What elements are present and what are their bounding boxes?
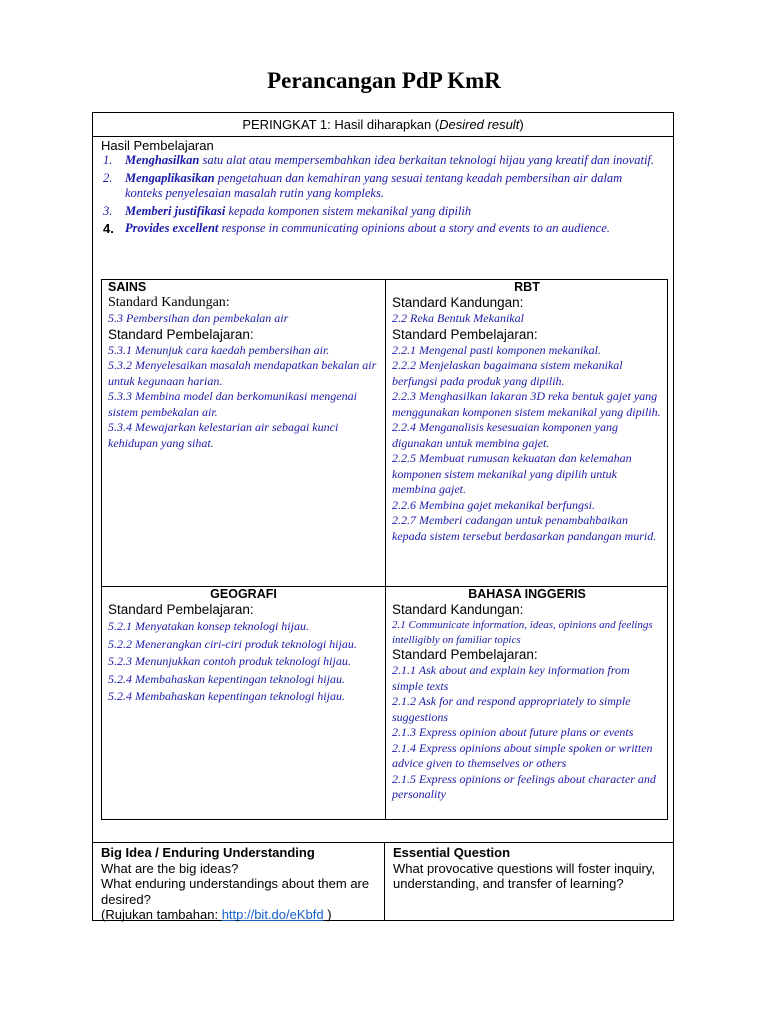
essential-question-text: What provocative questions will foster inquiry, understanding, and transfer of learning?	[393, 860, 656, 891]
outcome-item: 4. Provides excellent response in communicating opinions about a story and events to an audience.	[103, 221, 610, 236]
reference-line: (Rujukan tambahan: http://bit.do/eKbfd )	[101, 907, 332, 922]
essential-question-cell	[393, 845, 668, 892]
standard-item: 2.2.3 Menghasilkan lakaran 3D reka bentuk gajet yang menggunakan komponen sistem mekanikal yang dipilih.	[392, 389, 661, 419]
page-title: Perancangan PdP KmR	[267, 68, 501, 93]
big-idea-header: Big Idea / Enduring Understanding	[101, 845, 315, 860]
standard-item: 5.3.4 Mewajarkan kelestarian air sebagai kunci kehidupan yang sihat.	[108, 420, 339, 450]
outcome-item: 2. Mengaplikasikan pengetahuan dan kemahiran yang sesuai tentang keadah pembersihan air dalam konteks penyelesaian masalah rutin yang kompleks.	[103, 170, 623, 200]
row-divider	[384, 843, 385, 921]
content-standard-label: Standard Kandungan:	[108, 295, 230, 310]
bahasa-inggeris-header: BAHASA INGGERIS	[468, 587, 586, 601]
content-standard: 2.2 Reka Bentuk Mekanikal	[392, 311, 524, 325]
learning-standard-label: Standard Pembelajaran:	[392, 326, 538, 342]
learning-outcomes-title: Hasil Pembelajaran	[101, 138, 214, 153]
learning-standard-label: Standard Pembelajaran:	[392, 647, 538, 662]
content-standard: 2.1 Communicate information, ideas, opinions and feelings intelligibly on familiar topics	[392, 619, 653, 646]
essential-question-header: Essential Question	[393, 845, 511, 860]
standard-item: 2.1.5 Express opinions or feelings about character and personality	[392, 771, 656, 801]
learning-standard-label: Standard Pembelajaran:	[108, 602, 254, 617]
content-standard-label: Standard Kandungan:	[392, 295, 524, 310]
reference-link[interactable]: http://bit.do/eKbfd	[221, 907, 324, 922]
standard-item: 2.2.7 Memberi cadangan untuk penambahbaikan kepada sistem tersebut berdasarkan pandangan murid.	[392, 513, 657, 543]
learning-standard-label: Standard Pembelajaran:	[108, 326, 254, 342]
understanding-row	[93, 842, 673, 921]
standard-item: 5.3.2 Menyelesaikan masalah mendapatkan bekalan air untuk kegunaan harian.	[108, 358, 377, 388]
standard-item: 5.2.4 Membahaskan kepentingan teknologi hijau.	[108, 671, 345, 686]
standard-item: 2.1.4 Express opinions about simple spoken or written advice given to themselves or others	[392, 740, 653, 770]
subject-grid	[101, 279, 668, 820]
standard-item: 2.2.4 Menganalisis kesesuaian komponen yang digunakan untuk membina gajet.	[392, 420, 618, 450]
outcome-item: 1. Menghasilkan satu alat atau mempersembahkan idea berkaitan teknologi hijau yang kreatif dan inovatif.	[103, 153, 655, 167]
level-header: PERINGKAT 1: Hasil diharapkan (Desired result)	[93, 113, 673, 137]
standard-item: 2.1.2 Ask for and respond appropriately to simple suggestions	[392, 694, 631, 724]
geografi-header: GEOGRAFI	[210, 587, 277, 601]
bahasa-inggeris-cell	[386, 587, 668, 803]
big-idea-cell	[101, 845, 381, 923]
standard-item: 5.3.3 Membina model dan berkomunikasi mengenai sistem pembekalan air.	[108, 389, 357, 419]
standard-item: 2.1.3 Express opinion about future plans or events	[392, 725, 634, 739]
standard-item: 2.2.1 Mengenal pasti komponen mekanikal.	[392, 342, 601, 357]
standard-item: 5.2.3 Menunjukkan contoh produk teknologi hijau.	[108, 654, 351, 668]
plan-table	[92, 112, 674, 921]
standard-item: 2.1.1 Ask about and explain key information from simple texts	[392, 663, 630, 693]
standard-item: 5.2.4 Membahaskan kepentingan teknologi hijau.	[108, 689, 345, 703]
sains-header: SAINS	[108, 280, 147, 294]
standard-item: 5.2.1 Menyatakan konsep teknologi hijau.	[108, 619, 309, 633]
rbt-header: RBT	[514, 280, 540, 294]
outcome-item: 3. Memberi justifikasi kepada komponen sistem mekanikal yang dipilih	[103, 203, 472, 218]
standard-item: 2.2.5 Membuat rumusan kekuatan dan kelemahan komponen sistem mekanikal yang dipilih untuk membina gajet.	[392, 451, 632, 496]
geografi-cell	[102, 587, 385, 706]
big-idea-question: What enduring understandings about them are desired?	[101, 876, 370, 907]
big-idea-question: What are the big ideas?	[101, 860, 239, 876]
standard-item: 2.2.2 Menjelaskan bagaimana sistem mekanikal berfungsi pada produk yang dipilih.	[392, 358, 623, 388]
learning-outcomes-list	[101, 153, 661, 239]
sains-cell	[102, 280, 385, 451]
content-standard: 5.3 Pembersihan dan pembekalan air	[108, 311, 289, 325]
standard-item: 2.2.6 Membina gajet mekanikal berfungsi.	[392, 497, 595, 512]
standard-item: 5.3.1 Menunjuk cara kaedah pembersihan air.	[108, 342, 330, 357]
rbt-cell	[386, 280, 668, 544]
standard-item: 5.2.2 Menerangkan ciri-ciri produk teknologi hijau.	[108, 636, 357, 651]
content-standard-label: Standard Kandungan:	[392, 602, 524, 617]
